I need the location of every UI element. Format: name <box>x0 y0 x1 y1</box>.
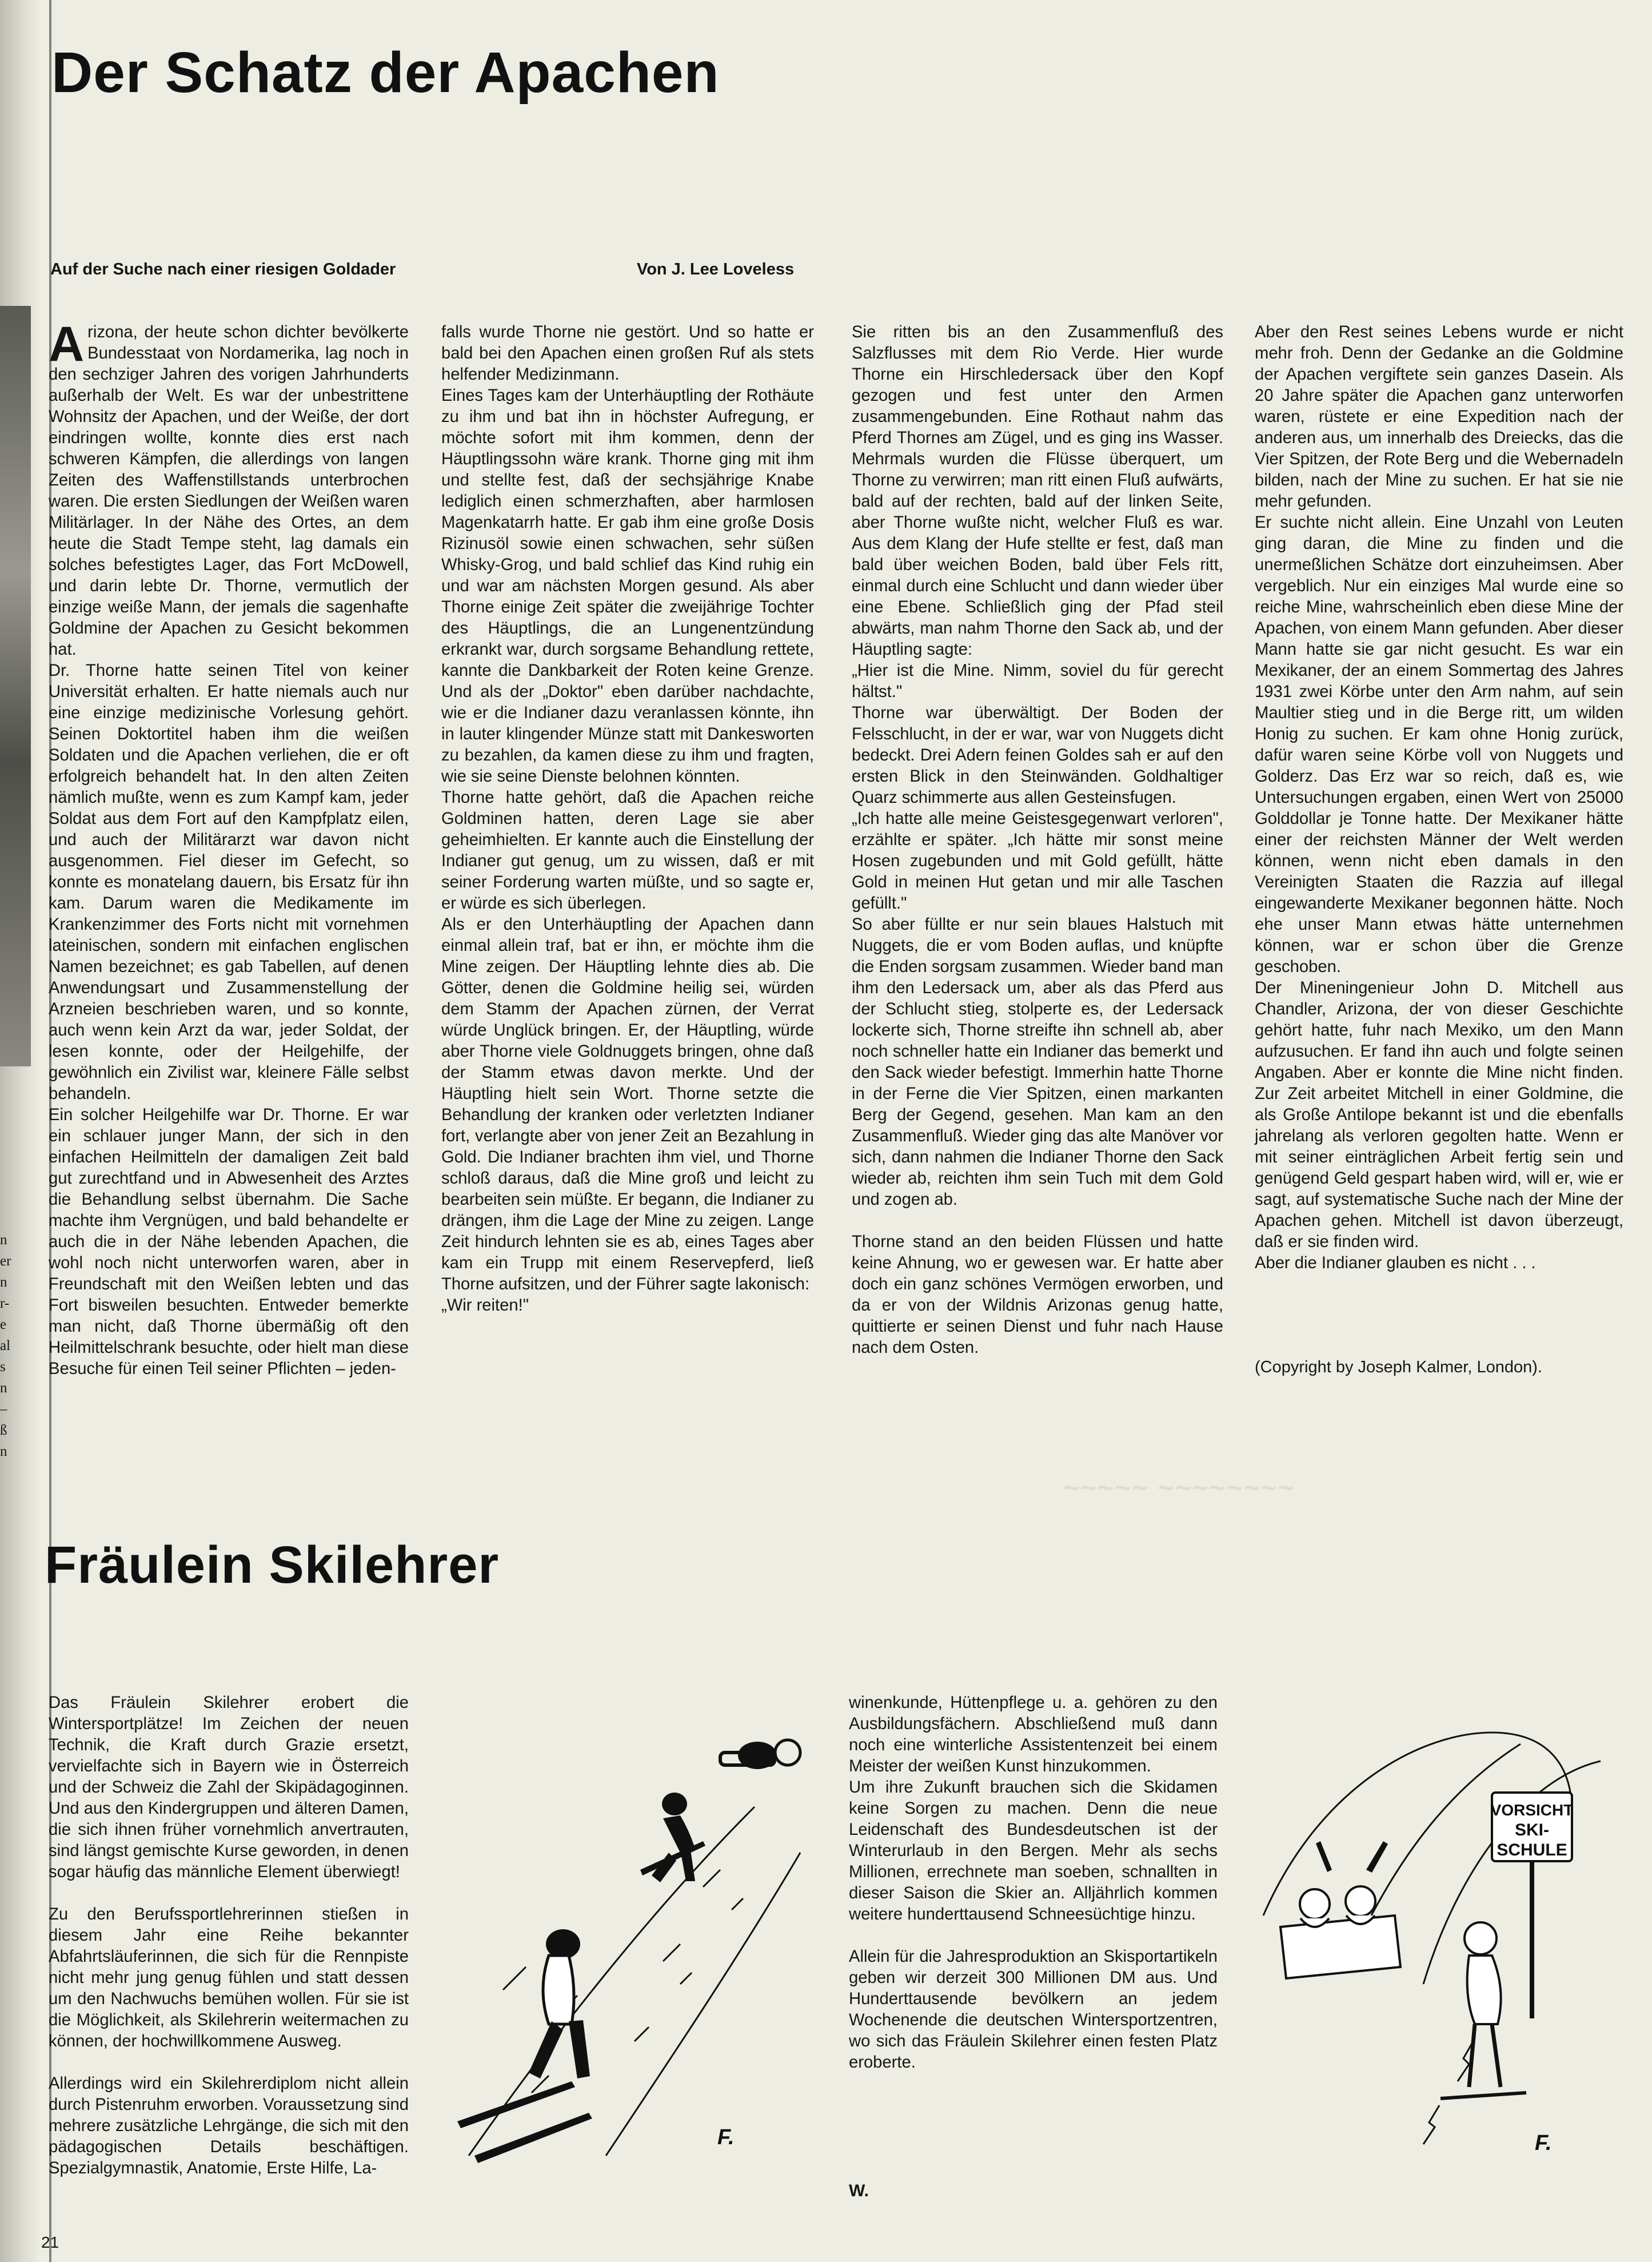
margin-scrap-fragment: n <box>0 1444 7 1459</box>
paragraph: Als er den Unterhäuptling der Apachen dann einmal allein traf, bat er ihn, er möchte ihm die Mine zeigen. Der Häuptling lehnte dies ab. Die Götter, denen die Goldmine heilig sei, würden dem Stamm der Apachen zürnen, der Verrat würde Unglück bringen. Er, der Häuptling, würde aber Thorne viele Goldnuggets bringen, ohne daß der Stamm etwas davon merkte. Und der Häuptling hielt sein Wort. Thorne setzte die Behandlung der kranken oder verletzten Indianer fort, verlangte aber von jener Zeit an Bezahlung in Gold. Die Indianer brachten ihm viel, und Thorne schloß daraus, daß die Mine groß und leicht zu bearbeiten sein müßte. Er begann, die Indianer zu drängen, ihm die Lage der Mine zu zeigen. Lange Zeit hindurch lehnten sie es ab, eines Tages aber kam ein Trupp mit einem Reservepferd, ließ Thorne aufsitzen, und der Führer sagte lakonisch: <box>441 915 814 1293</box>
apachen-column-3 <box>852 322 1223 1359</box>
margin-scrap-fragment: e <box>0 1317 7 1332</box>
sign-line-schule: SCHULE <box>1497 1841 1567 1859</box>
copyright-notice: (Copyright by Joseph Kalmer, London). <box>1255 1358 1542 1376</box>
margin-scrap-fragment: s <box>0 1359 6 1375</box>
margin-scrap-fragment: – <box>0 1401 7 1417</box>
paragraph: Ein solcher Heilgehilfe war Dr. Thorne. Er war ein schlauer junger Mann, der sich in den einfachen Heilmitteln der damaligen Zeit bald gut zurechtfand und in Abwesenheit des Arztes die Behandlung selbst übernahm. Die Sache machte ihm Vergnügen, und bald behandelte er auch die in der Nähe lebenden Apachen, die wohl noch nicht unterworfen waren, aber in Freundschaft mit den Weißen lebten und das Fort bisweilen besuchten. Entweder bemerkte man nicht, daß Thorne übermäßig oft den Heilmittelschrank besuchte, oder hielt man diese Besuche für einen Teil seiner Pflichten – jeden- <box>49 1106 409 1378</box>
article-subtitle: Auf der Suche nach einer riesigen Goldader <box>50 260 396 278</box>
article-title-apachen: Der Schatz der Apachen <box>51 41 720 105</box>
apachen-column-4 <box>1255 322 1623 1274</box>
article-title-skilehrer: Fräulein Skilehrer <box>45 1536 500 1594</box>
author-signature: W. <box>849 2181 869 2200</box>
skiing-cartoon-illustration <box>434 1721 835 2167</box>
bleed-through-text: ~~~~~ ~~~~~~~~ <box>1063 1473 1295 1503</box>
ski-school-cartoon-illustration <box>1252 1698 1606 2167</box>
paragraph: Allerdings wird ein Skilehrerdiplom nicht allein durch Pistenruhm erworben. Voraussetzung sind mehrere zusätzliche Lehrgänge, die sich mit den pädagogischen Details beschäftigen. Spezialgymnastik, Anatomie, Erste Hilfe, La- <box>49 2074 409 2177</box>
paragraph: Der Mineningenieur John D. Mitchell aus Chandler, Arizona, der von dieser Geschichte gehört hatte, fuhr nach Mexiko, um den Mann aufzusuchen. Er fand ihn auch und folgte seinen Angaben. Aber er konnte die Mine nicht finden. Zur Zeit arbeitet Mitchell in einer Goldmine, die als Große Antilope bekannt ist und die ebenfalls jahrelang als verloren gegolten hatte. Wenn er mit seiner einträglichen Arbeit fertig sein und genügend Geld gespart haben wird, will er, wie er sagt, auf systematische Suche nach der Mine der Apachen gehen. Mitchell ist davon überzeugt, daß er sie finden wird. <box>1255 979 1623 1251</box>
apachen-column-2 <box>441 322 814 1316</box>
margin-scrap-fragment: al <box>0 1338 11 1353</box>
margin-scrap-fragment: n <box>0 1232 7 1248</box>
paragraph: Allein für die Jahresproduktion an Skisportartikeln geben wir derzeit 300 Millionen DM aus. Und Hunderttausende bevölkern an jedem Wochenende die deutschen Wintersportzentren, wo sich das Fräulein Skilehrer einen festen Platz eroberte. <box>849 1948 1218 2072</box>
adjacent-page-photo-strip <box>0 306 31 1066</box>
paragraph: Das Fräulein Skilehrer erobert die Wintersportplätze! Im Zeichen der neuen Technik, die Kraft durch Grazie ersetzt, vervielfachte sich in Bayern wie in Österreich und der Schweiz die Zahl der Skipädagoginnen. Und aus den Kindergruppen und älteren Damen, die sich ihnen früher vornehmlich anvertrauten, sind längst gemischte Kurse geworden, in denen sogar häufig das männliche Element überwiegt! <box>49 1694 409 1881</box>
paragraph: „Ich hatte alle meine Geistesgegenwart verloren", erzählte er später. „Ich hätte mir sonst meine Hosen zugebunden und mit Gold gefüllt, hätte Gold in meinen Hut getan und mir alle Taschen gefüllt." <box>852 810 1223 913</box>
skilehrer-column-2 <box>849 1692 1218 2073</box>
margin-scrap-fragment: ß <box>0 1423 7 1438</box>
paragraph: Thorne war überwältigt. Der Boden der Felsschlucht, in der er war, war von Nuggets dicht bedeckt. Drei Adern feinen Goldes sah er auf den ersten Blick in den Steinwänden. Goldhaltiger Quarz schimmerte aus allen Gesteinsfugen. <box>852 704 1223 807</box>
sign-line-ski: SKI- <box>1515 1821 1549 1839</box>
apachen-column-1 <box>49 317 409 1380</box>
paragraph: falls wurde Thorne nie gestört. Und so hatte er bald bei den Apachen einen großen Ruf als stets helfender Medizinmann. <box>441 323 814 384</box>
paragraph: „Wir reiten!" <box>441 1296 529 1315</box>
paragraph: Aber den Rest seines Lebens wurde er nicht mehr froh. Denn der Gedanke an die Goldmine der Apachen vergiftete sein ganzes Dasein. Als 20 Jahre später die Apachen ganz unterworfen waren, rüstete er eine Expedition nach der anderen aus, um innerhalb des Dreiecks, das die Vier Spitzen, der Rote Berg und die Webernadeln bilden, nach der Mine zu suchen. Er hat sie nie mehr gefunden. <box>1255 323 1623 511</box>
paragraph: Thorne hatte gehört, daß die Apachen reiche Goldminen hatten, deren Lage sie aber geheimhielten. Er kannte auch die Einstellung der Indianer gut genug, um zu wissen, daß er mit seiner Forderung warten müßte, und so sagte er, er würde es sich überlegen. <box>441 788 814 913</box>
skilehrer-column-1 <box>49 1692 409 2179</box>
paragraph: Er suchte nicht allein. Eine Unzahl von Leuten ging daran, die Mine zu finden und die unermeßlichen Schätze dort einzuheimsen. Aber vergeblich. Nur ein einziges Mal wurde eine so reiche Mine, wahrscheinlich eben diese Mine der Apachen, von einem Mann gefunden. Aber dieser Mann hatte sie gar nicht gesucht. Es war ein Mexikaner, der an einem Sommertag des Jahres 1931 zwei Körbe unter den Arm nahm, auf sein Maultier stieg und in die Berge ritt, um wilden Honig zu suchen. Er kam ohne Honig zurück, dafür waren seine Körbe voll von Nuggets und Golderz. Das Erz war so reich, daß es, wie Untersuchungen ergaben, einen Wert von 25000 Golddollar je Tonne hatte. Der Mexikaner hätte einer der reichsten Männer der Welt werden können, wenn nicht eben damals in den Vereinigten Staaten die Razzia auf illegal eingewanderte Mexikaner begonnen hätte. Noch ehe unser Mann etwas hätte unternehmen können, war er schon über die Grenze geschoben. <box>1255 513 1623 976</box>
page-number: 21 <box>41 2233 59 2251</box>
paragraph: Um ihre Zukunft brauchen sich die Skidamen keine Sorgen zu machen. Denn die neue Leidenschaft des Bundesdeutschen ist der Winterurlaub in den Bergen. Mehr als sechs Millionen, errechnete man soeben, schnallten in dieser Saison die Skier an. Alljährlich kommen weitere hunderttausend Schneesüchtige hinzu. <box>849 1778 1218 1924</box>
paragraph: Dr. Thorne hatte seinen Titel von keiner Universität erhalten. Er hatte niemals auch nur eine einzige medizinische Vorlesung gehört. Seinen Doktortitel haben ihm die weißen Soldaten und die Apachen verliehen, die er oft erfolgreich behandelt hat. In den alten Zeiten nämlich mußte, wenn es zum Kampf kam, jeder Soldat aus dem Fort auf den Kampfplatz eilen, und auch der Militärarzt war davon nicht ausgenommen. Fiel dieser im Gefecht, so konnte es monatelang dauern, bis Ersatz für ihn kam. Darum waren die Medikamente im Krankenzimmer des Forts nicht mit vornehmen lateinischen, sondern mit einfachen englischen Namen bezeichnet; es gab Tabellen, auf denen Anwendungsart und Zusammenstellung der Arzneien beschrieben waren, und so konnte, auch wenn kein Arzt da war, jeder Soldat, der lesen konnte, oder der Heilgehilfe, der gewöhnlich ein Zivilist war, kleinere Fälle selbst behandeln. <box>49 662 409 1103</box>
paragraph: Sie ritten bis an den Zusammenfluß des Salzflusses mit dem Rio Verde. Hier wurde Thorne ein Hirschledersack über den Kopf gezogen und fest unter den Armen zusammengebunden. Eine Rothaut nahm das Pferd Thornes am Zügel, und es ging ins Wasser. Mehrmals wurden die Flüsse überquert, um Thorne zu verwirren; man ritt einen Fluß aufwärts, bald auf der rechten, bald auf der linken Seite, aber Thorne wußte nicht, welcher Fluß es war. Aus dem Klang der Hufe stellte er fest, daß man bald über weichen Boden, bald über Fels ritt, einmal durch eine Schlucht und dann wieder über eine Ebene. Schließlich ging der Pfad steil abwärts, man nahm Thorne den Sack ab, und der Häuptling sagte: <box>852 323 1223 659</box>
paragraph: Arizona, der heute schon dichter bevölkerte Bundesstaat von Nordamerika, lag noch in den sechziger Jahren des vorigen Jahrhunderts außerhalb der Welt. Es war der unbestrittene Wohnsitz der Apachen, und der Weiße, der dort eindringen wollte, konnte dies erst nach schweren Kämpfen, die allerdings von langen Zeiten des Waffenstillstands unterbrochen waren. Die ersten Siedlungen der Weißen waren Militärlager. In der Nähe des Ortes, an dem heute die Stadt Tempe steht, lag damals ein solches befestigtes Lager, das Fort McDowell, und darin lebte Dr. Thorne, vermutlich der einzige weiße Mann, der jemals die sagenhafte Goldmine der Apachen zu Gesicht bekommen hat. <box>49 317 409 659</box>
margin-scrap-fragment: r- <box>0 1296 10 1311</box>
adjacent-page-text-scrap <box>0 1229 13 1462</box>
paragraph: „Hier ist die Mine. Nimm, soviel du für gerecht hältst." <box>852 662 1223 701</box>
cartoon-signature: F. <box>1535 2131 1552 2155</box>
paragraph: winenkunde, Hüttenpflege u. a. gehören zu den Ausbildungsfächern. Abschließend muß dann noch eine winterliche Assistentenzeit bei einem Meister der weißen Kunst hinzukommen. <box>849 1694 1218 1775</box>
margin-scrap-fragment: n <box>0 1380 7 1396</box>
paragraph: Eines Tages kam der Unterhäuptling der Rothäute zu ihm und bat ihn in höchster Aufregung, er möchte sofort mit ihm kommen, denn der Häuptlingssohn wäre krank. Thorne ging mit ihm und stellte fest, daß der sechsjährige Knabe lediglich einen schmerzhaften, aber harmlosen Magenkatarrh hatte. Er gab ihm eine große Dosis Rizinusöl sowie einen schwachen, sehr süßen Whisky-Grog, und bald schlief das Kind ruhig ein und war am nächsten Morgen gesund. Als aber Thorne einige Zeit später die zweijährige Tochter des Häuptlings, die an Lungenentzündung erkrankt war, durch sorgsame Behandlung rettete, kannte die Dankbarkeit der Roten keine Grenze. Und als der „Doktor" eben darüber nachdachte, wie er die Indianer dazu veranlassen könnte, ihn in lauter klingender Münze statt mit Dankesworten zu bezahlen, da kamen diese zu ihm und fragten, wie sie seine Dienste belohnen könnten. <box>441 387 814 786</box>
sign-line-vorsicht: VORSICHT <box>1490 1801 1574 1819</box>
cartoon-signature: F. <box>717 2125 735 2149</box>
paragraph: Thorne stand an den beiden Flüssen und hatte keine Ahnung, wo er gewesen war. Er hatte aber doch ein ganz schönes Vermögen erworben, und da er von der Wildnis Arizonas genug hatte, quittierte er seinen Dienst und fuhr nach Hause nach dem Osten. <box>852 1233 1223 1357</box>
margin-scrap-fragment: n <box>0 1275 7 1290</box>
paragraph: Aber die Indianer glauben es nicht . . . <box>1255 1254 1536 1272</box>
article-byline: Von J. Lee Loveless <box>637 260 795 278</box>
paragraph: Zu den Berufssportlehrerinnen stießen in diesem Jahr eine Reihe bekannter Abfahrtsläuferinnen, die sich für die Rennpiste nicht mehr jung genug fühlen und statt dessen um den Nachwuchs bemühen wollen. Für sie ist die Möglichkeit, als Skilehrerin weitermachen zu können, der hochwillkommene Ausweg. <box>49 1905 409 2050</box>
drop-cap: A <box>49 317 85 372</box>
margin-scrap-fragment: er <box>0 1253 11 1269</box>
paragraph: So aber füllte er nur sein blaues Halstuch mit Nuggets, die er vom Boden auflas, und knüpfte die Enden sorgsam zusammen. Wieder band man ihm den Ledersack um, aber als das Pferd aus der Schlucht stieg, stolperte es, der Ledersack lockerte sich, Thorne streifte ihn schnell ab, aber noch schneller hatte ein Indianer das bemerkt und den Sack wieder befestigt. Immerhin hatte Thorne in der Ferne die Vier Spitzen, einen markanten Berg der Gegend, gesehen. Man kam an den Zusammenfluß. Wieder ging das alte Manöver vor sich, dann nahmen die Indianer Thorne den Sack wieder ab, reichten ihm sein Tuch mit dem Gold und zogen ab. <box>852 915 1223 1209</box>
